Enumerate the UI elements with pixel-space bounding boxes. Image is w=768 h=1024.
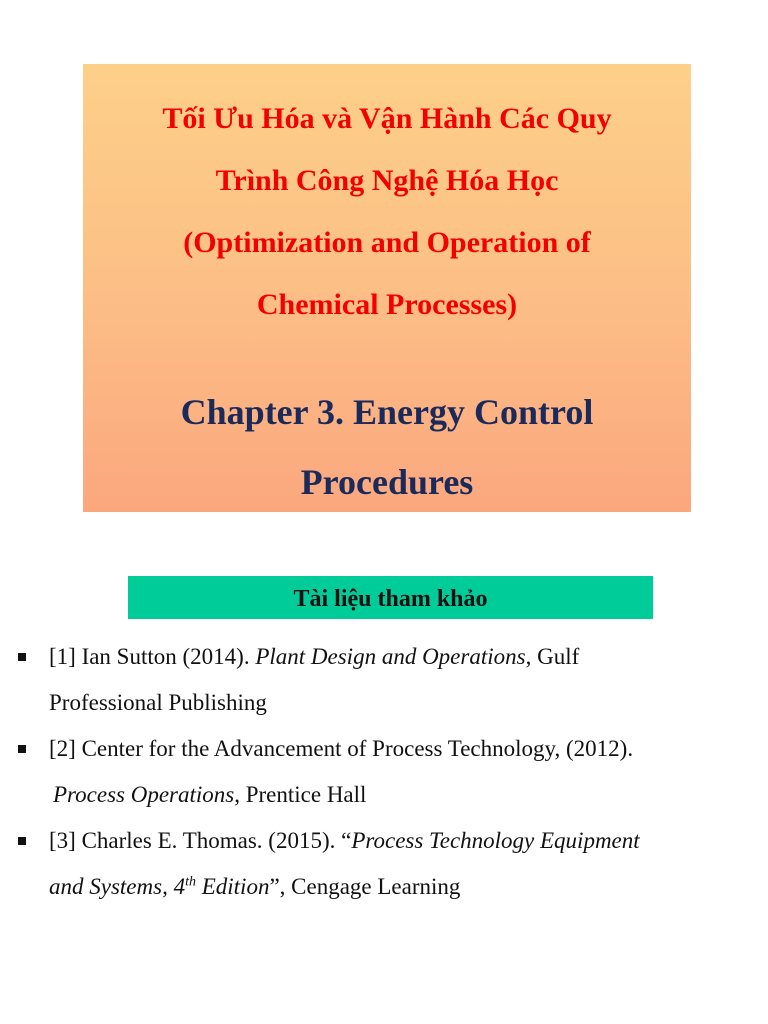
reference-2-line-2 bbox=[49, 772, 728, 818]
reference-2-publisher: , Prentice Hall bbox=[234, 782, 367, 807]
reference-3-edition-superscript: th bbox=[185, 874, 196, 890]
chapter-title-line-2: Procedures bbox=[300, 462, 474, 502]
reference-3-publisher: ”, Cengage Learning bbox=[269, 874, 461, 899]
reference-item-3 bbox=[0, 818, 768, 910]
reference-3-title-part-3: Edition bbox=[195, 874, 270, 899]
reference-item-1 bbox=[0, 634, 768, 726]
reference-3-title-part-2: and Systems, 4 bbox=[49, 874, 186, 899]
reference-1-number: [1] Ian Sutton (2014). bbox=[49, 644, 256, 669]
reference-list bbox=[0, 634, 768, 910]
chapter-title-line-1: Chapter 3. Energy Control bbox=[180, 392, 594, 432]
reference-3-title-part-1: Process Technology Equipment bbox=[351, 828, 640, 853]
reference-2-title: Process Operations bbox=[53, 782, 235, 807]
reference-2-line-1: [2] Center for the Advancement of Process Technology, (2012). bbox=[49, 736, 634, 761]
references-header: Tài liệu tham khảo bbox=[128, 576, 653, 619]
reference-1-publisher-start: , Gulf bbox=[525, 644, 580, 669]
reference-3-line-2 bbox=[49, 864, 728, 910]
reference-1-line-2: Professional Publishing bbox=[49, 690, 267, 715]
reference-1-title: Plant Design and Operations bbox=[255, 644, 526, 669]
square-bullet-icon bbox=[18, 653, 26, 661]
course-title-line-3: (Optimization and Operation of bbox=[183, 226, 591, 259]
reference-item-2 bbox=[0, 726, 768, 818]
course-title-line-4: Chemical Processes) bbox=[256, 288, 518, 321]
course-title bbox=[83, 88, 691, 336]
course-title-line-2: Trình Công Nghệ Hóa Học bbox=[215, 164, 559, 197]
square-bullet-icon bbox=[18, 837, 26, 845]
title-box bbox=[83, 64, 691, 512]
course-title-line-1: Tối Ưu Hóa và Vận Hành Các Quy bbox=[162, 102, 612, 135]
chapter-title bbox=[83, 377, 691, 517]
reference-3-line-1 bbox=[49, 818, 728, 864]
reference-1-line-1 bbox=[49, 634, 728, 680]
square-bullet-icon bbox=[18, 745, 26, 753]
reference-3-number: [3] Charles E. Thomas. (2015). “ bbox=[49, 828, 352, 853]
